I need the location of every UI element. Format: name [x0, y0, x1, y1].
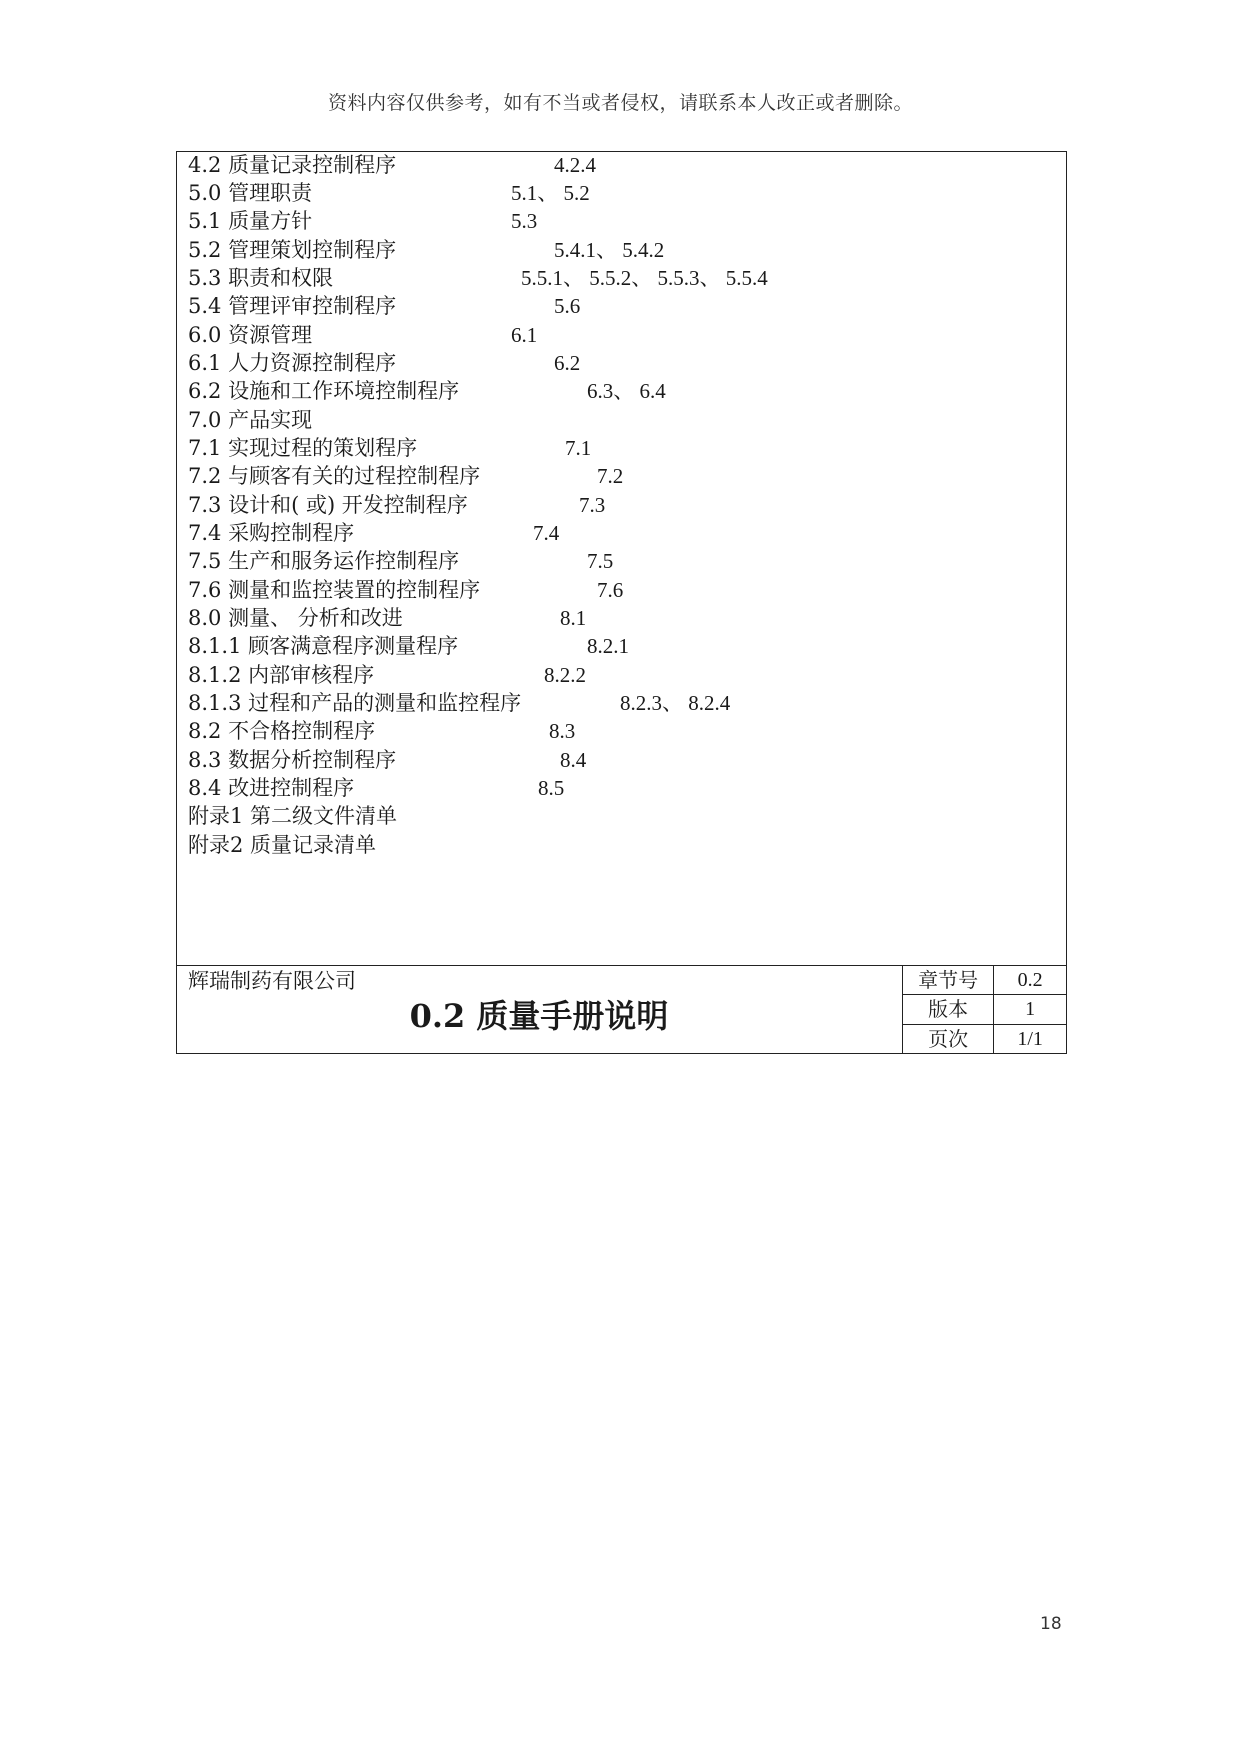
toc-title-22: 8.4 改进控制程序	[188, 776, 355, 800]
toc-title-16: 8.0 测量、 分析和改进	[188, 606, 403, 630]
toc-ref-10: 7.1	[565, 436, 592, 460]
toc-title-24: 附录2 质量记录清单	[188, 833, 377, 857]
toc-title-2: 5.1 质量方针	[188, 209, 313, 233]
toc-title-23: 附录1 第二级文件清单	[188, 804, 398, 828]
meta-label: 页次	[903, 1024, 994, 1053]
toc-title-15: 7.6 测量和监控装置的控制程序	[188, 578, 481, 602]
toc-title-11: 7.2 与顾客有关的过程控制程序	[188, 464, 481, 488]
meta-value: 1	[994, 995, 1067, 1024]
toc-title-10: 7.1 实现过程的策划程序	[188, 436, 418, 460]
toc-title-17: 8.1.1 顾客满意程序测量程序	[188, 634, 459, 658]
toc-ref-16: 8.1	[560, 606, 587, 630]
toc-title-21: 8.3 数据分析控制程序	[188, 748, 397, 772]
meta-value: 0.2	[994, 966, 1067, 995]
page-number: 18	[1040, 1614, 1062, 1634]
toc-ref-18: 8.2.2	[544, 663, 586, 687]
toc-title-14: 7.5 生产和服务运作控制程序	[188, 549, 460, 573]
toc-title-9: 7.0 产品实现	[188, 408, 313, 432]
toc-ref-17: 8.2.1	[587, 634, 629, 658]
toc-title-8: 6.2 设施和工作环境控制程序	[188, 379, 460, 403]
meta-value: 1/1	[994, 1024, 1067, 1053]
toc-title-12: 7.3 设计和( 或) 开发控制程序	[188, 493, 468, 517]
toc-title-7: 6.1 人力资源控制程序	[188, 351, 397, 375]
toc-ref-0: 4.2.4	[554, 153, 596, 177]
toc-ref-3: 5.4.1、 5.4.2	[554, 238, 665, 262]
toc-ref-19: 8.2.3、 8.2.4	[620, 691, 731, 715]
toc-ref-22: 8.5	[538, 776, 565, 800]
toc-title-0: 4.2 质量记录控制程序	[188, 153, 397, 177]
toc-ref-11: 7.2	[597, 464, 624, 488]
toc-ref-7: 6.2	[554, 351, 581, 375]
toc-ref-8: 6.3、 6.4	[587, 379, 666, 403]
document-meta-table	[902, 965, 1067, 1054]
toc-title-3: 5.2 管理策划控制程序	[188, 238, 397, 262]
meta-row-chapter	[903, 966, 1067, 995]
toc-title-13: 7.4 采购控制程序	[188, 521, 355, 545]
meta-label: 章节号	[903, 966, 994, 995]
toc-title-1: 5.0 管理职责	[188, 181, 313, 205]
meta-row-version	[903, 995, 1067, 1024]
toc-ref-5: 5.6	[554, 294, 581, 318]
document-title: 0.2 质量手册说明	[409, 997, 669, 1035]
meta-row-page	[903, 1024, 1067, 1053]
toc-ref-1: 5.1、 5.2	[511, 181, 590, 205]
toc-ref-4: 5.5.1、 5.5.2、 5.5.3、 5.5.4	[521, 266, 768, 290]
toc-title-6: 6.0 资源管理	[188, 323, 313, 347]
toc-ref-21: 8.4	[560, 748, 587, 772]
toc-ref-6: 6.1	[511, 323, 538, 347]
toc-title-20: 8.2 不合格控制程序	[188, 719, 376, 743]
toc-title-19: 8.1.3 过程和产品的测量和监控程序	[188, 691, 522, 715]
toc-title-5: 5.4 管理评审控制程序	[188, 294, 397, 318]
header-note: 资料内容仅供参考，如有不当或者侵权，请联系本人改正或者删除。	[327, 92, 913, 114]
toc-ref-20: 8.3	[549, 719, 576, 743]
toc-ref-13: 7.4	[533, 521, 560, 545]
toc-ref-15: 7.6	[597, 578, 624, 602]
company-name: 辉瑞制药有限公司	[188, 969, 356, 993]
toc-ref-14: 7.5	[587, 549, 614, 573]
toc-ref-2: 5.3	[511, 209, 538, 233]
toc-title-18: 8.1.2 内部审核程序	[188, 663, 375, 687]
toc-ref-12: 7.3	[579, 493, 606, 517]
meta-label: 版本	[903, 995, 994, 1024]
toc-title-4: 5.3 职责和权限	[188, 266, 334, 290]
